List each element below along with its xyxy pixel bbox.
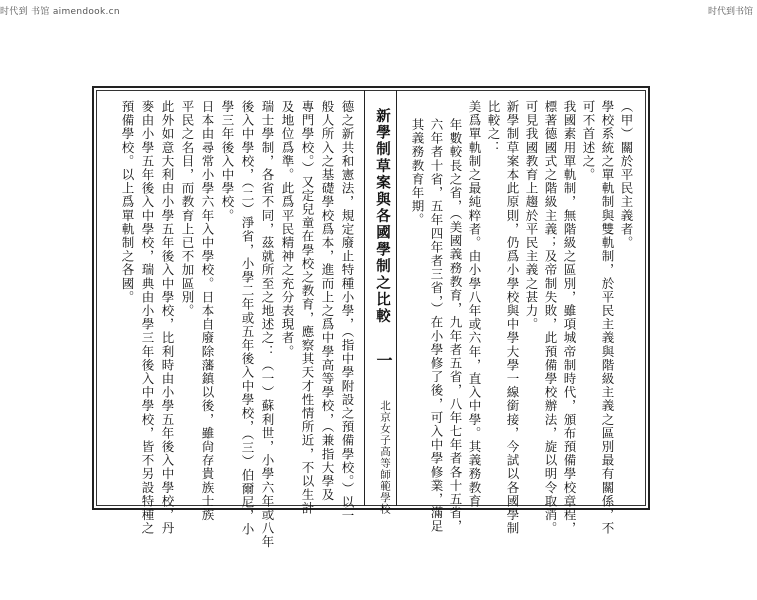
divider-right xyxy=(396,90,397,506)
text-column: 比較之： xyxy=(486,100,501,155)
text-column: 學三年後入中學校。 xyxy=(220,100,235,223)
page-number: 一 xyxy=(374,352,393,368)
running-title: 新學制草案與各國學制之比較 xyxy=(374,108,391,326)
text-column: 及地位爲準。此爲平民精神之充分表現者。 xyxy=(280,100,295,359)
text-column: 此外如意大利由小學五年後入中學校，比利時由小學五年後入中學校，丹 xyxy=(160,100,175,536)
divider-left xyxy=(364,90,365,506)
text-column: 六年者十省，五年四年者三省，）在小學修了後，可入中學修業，滿足 xyxy=(429,118,444,534)
text-column: 標著德國式之階級主義；及帝制失敗，此預備學校辦法，旋以明令取消。 xyxy=(543,100,558,536)
watermark-right: 时代到书馆 xyxy=(707,7,753,17)
school-name: 北京女子高等師範學校 xyxy=(379,400,391,515)
text-column: 日本由尋常小學六年入中學校。日本自廢除藩鎮以後，雖尙存貴族士族 xyxy=(200,100,215,522)
text-column: 其義務教育年期。 xyxy=(410,118,425,227)
text-column: 後入中學校，（二）淨省，小學二年或五年後入中學校，（三）伯爾尼，小 xyxy=(240,100,255,537)
text-column: 學校系統之單軌制與雙軌制，於平民主義與階級主義之區別最有關係，不 xyxy=(600,100,615,536)
text-column: （甲）關於平民主義者。 xyxy=(619,100,634,250)
text-column: 麥由小學五年後入中學校，瑞典由小學三年後入中學校，皆不另設特種之 xyxy=(140,100,155,536)
text-column: 預備學校。以上爲單軌制之各國。 xyxy=(120,100,135,304)
text-column: 平民之名目，而教育上已不加區別。 xyxy=(180,100,195,318)
text-column: 美爲單軌制之最純粹者。由小學八年或六年，直入中學。其義務教育 xyxy=(467,100,482,508)
text-column: 般人所入之基礎學校爲本，進而上之爲中學高等學校，（兼指大學及 xyxy=(320,100,335,502)
text-column: 新學制草案本此原則，仍爲小學校與中學大學一線銜接，今試以各國學制 xyxy=(505,100,520,536)
text-column: 可見我國教育上趨於平民主義之甚力。 xyxy=(524,100,539,332)
text-column: 年數較長之省，（美國義務教育，九年者五省，八年七年者各十五省， xyxy=(448,118,463,534)
text-column: 瑞士學制，各省不同，茲就所至之地述之：（一）蘇利世，小學六年或八年 xyxy=(260,100,275,549)
watermark-left: 时代到 书馆 aimendook.cn xyxy=(0,7,120,17)
text-column: 可不首述之。 xyxy=(581,100,596,182)
text-column: 德之新共和憲法，規定廢止特種小學，（指中學附設之預備學校。）以一 xyxy=(340,100,355,523)
text-column: 我國素用單軌制，無階級之區別，雖項城帝制時代，頒布預備學校章程， xyxy=(562,100,577,536)
text-column: 專門學校。）又定兒童在學校之教育，應察其天才性情所近，不以生計 xyxy=(300,100,315,516)
